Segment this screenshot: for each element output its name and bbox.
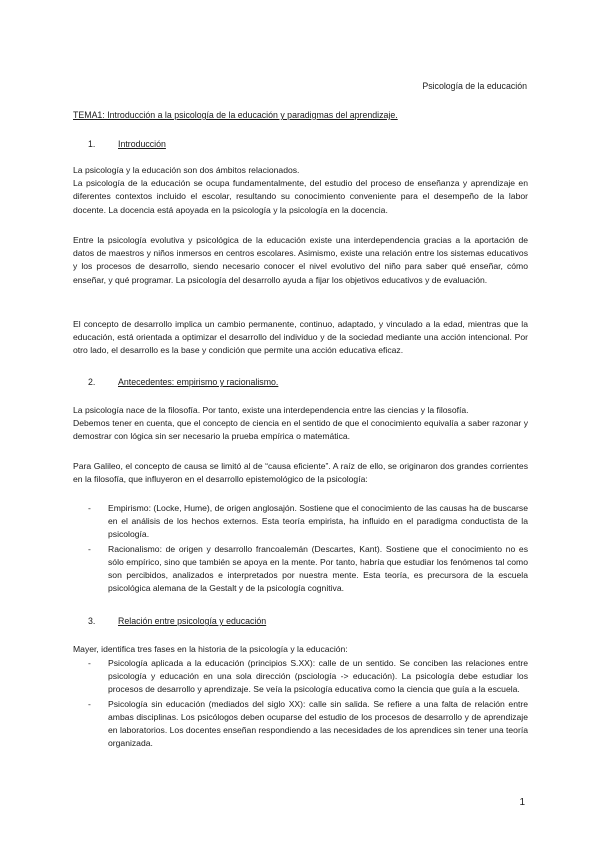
paragraph-text: El concepto de desarrollo implica un cambio permanente, continuo, adaptado, y vinculado a la edad, mientras que la educación, está orientada a optimizar el desarrollo del individuo y de la sociedad mediante una acción intencional. Por otro lado, el desarrollo es la base y condición que permite una acción educativa eficaz. xyxy=(73,319,528,356)
section-title: Relación entre psicología y educación xyxy=(118,616,267,626)
paragraph-text: Entre la psicología evolutiva y psicológica de la educación existe una interdependencia gracias a la aportación de datos de maestros y niños inmersos en centros escolares. Asimismo, existe una relación entre los sistemas educativos y los procesos de desarrollo, siendo necesario conocer el nivel evolutivo del niño para saber qué enseñar, cómo enseñar, y qué programar. La psicología del desarrollo ayuda a fijar los objetivos educativos y de evaluación. xyxy=(73,235,528,285)
paragraph-line: La psicología de la educación se ocupa fundamentalmente, del estudio del proceso de enseñanza y aprendizaje en diferentes contextos incluido el escolar, resultando su conocimiento conveniente para el desempeño de la labor docente. La docencia está apoyada en la psicología y la psicología en la docencia. xyxy=(73,178,528,215)
paragraph-relacion-intro xyxy=(73,643,528,656)
paragraph-intro-2 xyxy=(73,234,528,287)
bullet-dash: - xyxy=(88,543,91,554)
section-number: 2. xyxy=(88,377,96,387)
paragraph-antecedentes-2 xyxy=(73,460,528,486)
list-item xyxy=(88,502,528,542)
section-number: 3. xyxy=(88,616,96,626)
paragraph-line: La psicología y la educación son dos ámbitos relacionados. xyxy=(73,165,300,175)
section-number: 1. xyxy=(88,139,96,149)
section-heading-antecedentes xyxy=(88,376,279,389)
bullet-list-fases xyxy=(88,657,528,751)
section-title: Antecedentes: empirismo y racionalismo. xyxy=(118,377,279,387)
document-title: TEMA1: Introducción a la psicología de la educación y paradigmas del aprendizaje. xyxy=(73,110,398,120)
paragraph-text: Mayer, identifica tres fases en la historia de la psicología y la educación: xyxy=(73,644,348,654)
list-item-text: Psicología aplicada a la educación (principios S.XX): calle de un sentido. Se conciben las relaciones entre psicología y educación en una sola dirección (psciología -> educación). La psicología debe estudiar los procesos de desarrollo y aprendizaje. Se veía la psicología educativa como la ciencia que guía a la escuela. xyxy=(108,658,528,695)
paragraph-antecedentes-1 xyxy=(73,404,528,444)
running-header: Psicología de la educación xyxy=(422,81,527,91)
paragraph-intro-3 xyxy=(73,318,528,358)
section-heading-relacion xyxy=(88,615,267,628)
section-title: Introducción xyxy=(118,139,166,149)
bullet-dash: - xyxy=(88,698,91,709)
bullet-dash: - xyxy=(88,658,91,668)
bullet-list-corrientes xyxy=(88,502,528,596)
list-item xyxy=(88,698,528,751)
list-item xyxy=(88,657,528,697)
list-item xyxy=(88,543,528,596)
paragraph-intro-1 xyxy=(73,164,528,217)
list-item-text: Psicología sin educación (mediados del siglo XX): calle sin salida. Se refiere a una falta de relación entre ambas disciplinas. Los psicólogos deben ocuparse del estudio de los procesos de desarrollo y de aprendizaje en laboratorios. Los docentes enseñan respondiendo a las necesidades de los aprendices sin tener una teoría organizada. xyxy=(108,698,528,749)
paragraph-text: Para Galileo, el concepto de causa se limitó al de “causa eficiente”. A raíz de ello, se originaron dos grandes corrientes en la filosofía, que influyeron en el desarrollo epistemológico de la psicología: xyxy=(73,461,528,485)
list-item-text: Racionalismo: de origen y desarrollo francoalemán (Descartes, Kant). Sostiene que el conocimiento no es sólo empírico, sino que también se apoya en la mente. Por tanto, habría que estudiar los fenómenos tal como son percibidos, analizados e interpretados por nuestra mente. Esta teoría, es precursora de la escuela psicológica alemana de la Gestalt y de la psicología cognitiva. xyxy=(108,543,528,594)
list-item-text: Empirismo: (Locke, Hume), de origen anglosajón. Sostiene que el conocimiento de las causas ha de buscarse en el análisis de los hechos externos. Esta teoría empirista, ha influido en el paradigma conductista de la psicología. xyxy=(108,503,528,540)
paragraph-line: La psicología nace de la filosofía. Por tanto, existe una interdependencia entre las ciencias y la filosofía. xyxy=(73,405,469,415)
section-heading-introduccion xyxy=(88,138,166,151)
bullet-dash: - xyxy=(88,503,91,513)
paragraph-line: Debemos tener en cuenta, que el concepto de ciencia en el sentido de que el conocimiento equivalía a saber razonar y demostrar con lógica sin ser necesario la prueba empírica o matemática. xyxy=(73,418,528,442)
page-number: 1 xyxy=(519,797,525,808)
